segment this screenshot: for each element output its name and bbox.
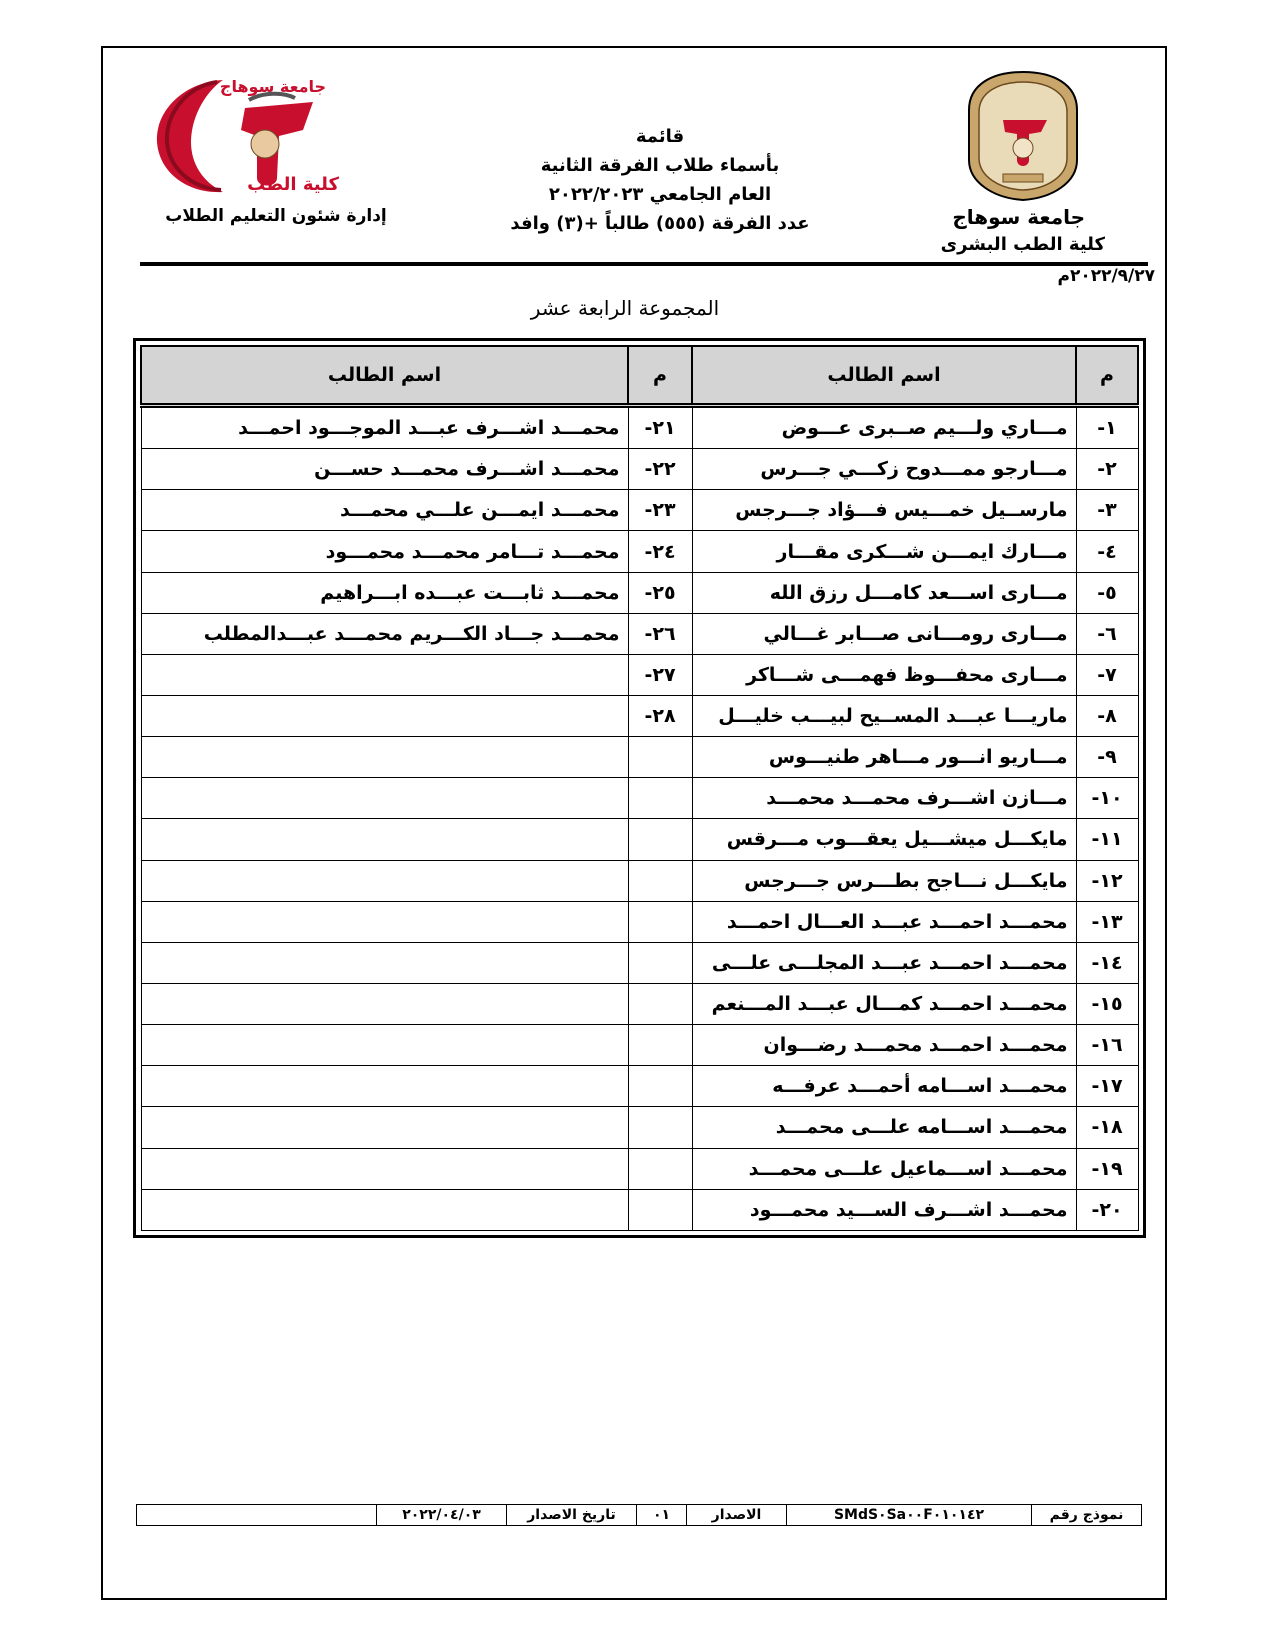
table-row <box>141 449 1138 490</box>
student-name <box>692 406 1076 449</box>
table-row <box>141 1066 1138 1107</box>
student-name <box>141 942 628 983</box>
document-date: ٢٠٢٢/٩/٢٧م <box>1057 266 1155 286</box>
table-row <box>141 613 1138 654</box>
students-table <box>140 345 1139 1231</box>
col-name-header: اسم الطالب <box>141 346 628 406</box>
student-name: محمـــد جـــاد الكـــريم محمـــد عبـــدالمطلب <box>141 613 628 654</box>
table-row <box>141 1025 1138 1066</box>
student-name <box>141 737 628 778</box>
student-number: ٢٦- <box>628 613 692 654</box>
university-name: جامعة سوهاج <box>952 205 1085 229</box>
student-name: مـــازن اشـــرف محمـــد محمـــد <box>692 778 1076 819</box>
form-footer <box>136 1504 1142 1526</box>
student-number: ١٤- <box>1076 942 1138 983</box>
table-row <box>141 490 1138 531</box>
col-name-header: اسم الطالب <box>692 346 1076 406</box>
table-row <box>141 942 1138 983</box>
table-row <box>141 531 1138 572</box>
student-number <box>628 737 692 778</box>
student-number: ١١- <box>1076 819 1138 860</box>
student-number: ١٦- <box>1076 1025 1138 1066</box>
student-name: محمـــد اشـــرف عبـــد الموجـــود احمـــد <box>141 406 628 449</box>
student-number: ٢- <box>1076 449 1138 490</box>
student-number <box>628 942 692 983</box>
highlighted-name: مـــاري ولـــيم صــبرى عـــوض <box>781 417 1068 440</box>
student-number <box>628 1066 692 1107</box>
student-number: ١٩- <box>1076 1148 1138 1189</box>
logo-left-text: جامعة سوهاج <box>219 77 327 96</box>
student-number: ١٥- <box>1076 983 1138 1024</box>
students-table-frame <box>133 338 1146 1238</box>
student-name <box>141 696 628 737</box>
student-number: ١٧- <box>1076 1066 1138 1107</box>
student-name: محمـــد احمـــد محمـــد رضـــوان <box>692 1025 1076 1066</box>
student-number: ١٠- <box>1076 778 1138 819</box>
student-name: محمـــد احمـــد عبـــد المجلـــى علـــى <box>692 942 1076 983</box>
student-number: ١٨- <box>1076 1107 1138 1148</box>
student-number <box>628 901 692 942</box>
student-name: محمـــد اشـــرف الســـيد محمـــود <box>692 1189 1076 1230</box>
student-name: مـــارى رومـــانى صـــابر غـــالي <box>692 613 1076 654</box>
student-number <box>628 1107 692 1148</box>
student-name: مـــارى محفـــوظ فهمـــى شـــاكر <box>692 654 1076 695</box>
student-number <box>628 983 692 1024</box>
student-number <box>628 778 692 819</box>
issue-label: الاصدار <box>686 1505 786 1525</box>
table-row <box>141 406 1138 449</box>
table-row <box>141 778 1138 819</box>
student-number <box>628 1148 692 1189</box>
table-row <box>141 1189 1138 1230</box>
table-body <box>141 406 1138 1231</box>
title-line-1: قائمة <box>635 126 685 147</box>
student-number: ٢٨- <box>628 696 692 737</box>
student-number: ٥- <box>1076 572 1138 613</box>
student-number: ٩- <box>1076 737 1138 778</box>
student-name: محمـــد ايمـــن علـــي محمـــد <box>141 490 628 531</box>
table-row <box>141 983 1138 1024</box>
table-row <box>141 1148 1138 1189</box>
student-name: محمـــد اســـامه علـــى محمـــد <box>692 1107 1076 1148</box>
form-number-value: SMdS٠Sa٠٠F٠١٠١٤٢ <box>786 1505 1031 1525</box>
document-title <box>490 122 830 238</box>
student-number: ٢٤- <box>628 531 692 572</box>
student-name <box>141 819 628 860</box>
student-number: ٧- <box>1076 654 1138 695</box>
title-line-2: بأسماء طلاب الفرقة الثانية <box>540 155 780 176</box>
sohag-university-seal-logo <box>965 70 1081 202</box>
student-name <box>141 1066 628 1107</box>
student-name: مايكـــل نـــاجح بطـــرس جـــرجس <box>692 860 1076 901</box>
issue-date-value: ٢٠٢٢/٠٤/٠٣ <box>376 1505 506 1525</box>
student-name <box>141 1025 628 1066</box>
student-number: ١٢- <box>1076 860 1138 901</box>
student-number: ٨- <box>1076 696 1138 737</box>
student-number <box>628 1189 692 1230</box>
student-number <box>628 1025 692 1066</box>
student-number: ٦- <box>1076 613 1138 654</box>
table-row <box>141 654 1138 695</box>
group-title: المجموعة الرابعة عشر <box>530 296 720 320</box>
student-number: ١- <box>1076 406 1138 449</box>
logo-left-sub: كلية الطب <box>247 174 339 195</box>
student-name: مـــارى اســـعد كامـــل رزق الله <box>692 572 1076 613</box>
student-name: محمـــد تـــامر محمـــد محمـــود <box>141 531 628 572</box>
faculty-name: كلية الطب البشرى <box>940 234 1105 255</box>
student-name: ماريـــا عبـــد المســيح لبيـــب خليـــل <box>692 696 1076 737</box>
student-number: ٢٧- <box>628 654 692 695</box>
table-row <box>141 819 1138 860</box>
student-name: محمـــد ثابـــت عبـــده ابـــراهيم <box>141 572 628 613</box>
table-row <box>141 737 1138 778</box>
student-name: مايكـــل ميشـــيل يعقـــوب مـــرقس <box>692 819 1076 860</box>
issue-date-label: تاريخ الاصدار <box>506 1505 636 1525</box>
student-name: مـــاريو انـــور مـــاهر طنيـــوس <box>692 737 1076 778</box>
student-number <box>628 819 692 860</box>
department-name: إدارة شئون التعليم الطلاب <box>165 206 387 226</box>
student-number: ٢٢- <box>628 449 692 490</box>
form-number-label: نموذج رقم <box>1031 1505 1141 1525</box>
student-name: محمـــد اســـماعيل علـــى محمـــد <box>692 1148 1076 1189</box>
table-row <box>141 901 1138 942</box>
student-number: ١٣- <box>1076 901 1138 942</box>
student-name: مارســيل خمـــيس فـــؤاد جـــرجس <box>692 490 1076 531</box>
student-name: مـــارك ايمـــن شـــكرى مقـــار <box>692 531 1076 572</box>
student-name: محمـــد اشـــرف محمـــد حســـن <box>141 449 628 490</box>
table-row <box>141 696 1138 737</box>
student-name <box>141 860 628 901</box>
col-num-header: م <box>628 346 692 406</box>
student-name: محمـــد اســـامه أحمـــد عرفـــه <box>692 1066 1076 1107</box>
issue-value: ٠١ <box>636 1505 686 1525</box>
student-name: مـــارجو ممـــدوح زكـــي جـــرس <box>692 449 1076 490</box>
col-num-header: م <box>1076 346 1138 406</box>
table-row <box>141 860 1138 901</box>
student-number: ٢٠- <box>1076 1189 1138 1230</box>
student-number: ٢٣- <box>628 490 692 531</box>
table-header-row <box>141 346 1138 406</box>
footer-blank <box>137 1505 376 1525</box>
student-name <box>141 1189 628 1230</box>
title-line-3: العام الجامعي ٢٠٢٢/٢٠٢٣ <box>548 184 772 205</box>
header-divider <box>140 262 1148 266</box>
student-name: محمـــد احمـــد عبـــد العـــال احمـــد <box>692 901 1076 942</box>
student-number <box>628 860 692 901</box>
student-name <box>141 901 628 942</box>
student-number: ٢٥- <box>628 572 692 613</box>
table-row <box>141 1107 1138 1148</box>
student-name <box>141 1148 628 1189</box>
table-row <box>141 572 1138 613</box>
student-name <box>141 1107 628 1148</box>
student-name <box>141 778 628 819</box>
student-number: ٢١- <box>628 406 692 449</box>
student-name <box>141 654 628 695</box>
student-name: محمـــد احمـــد كمـــال عبـــد المـــنعم <box>692 983 1076 1024</box>
student-name <box>141 983 628 1024</box>
title-line-4: عدد الفرقة (٥٥٥) طالباً +(٣) وافد <box>510 213 810 234</box>
student-number: ٣- <box>1076 490 1138 531</box>
faculty-of-medicine-logo <box>153 72 343 197</box>
student-number: ٤- <box>1076 531 1138 572</box>
